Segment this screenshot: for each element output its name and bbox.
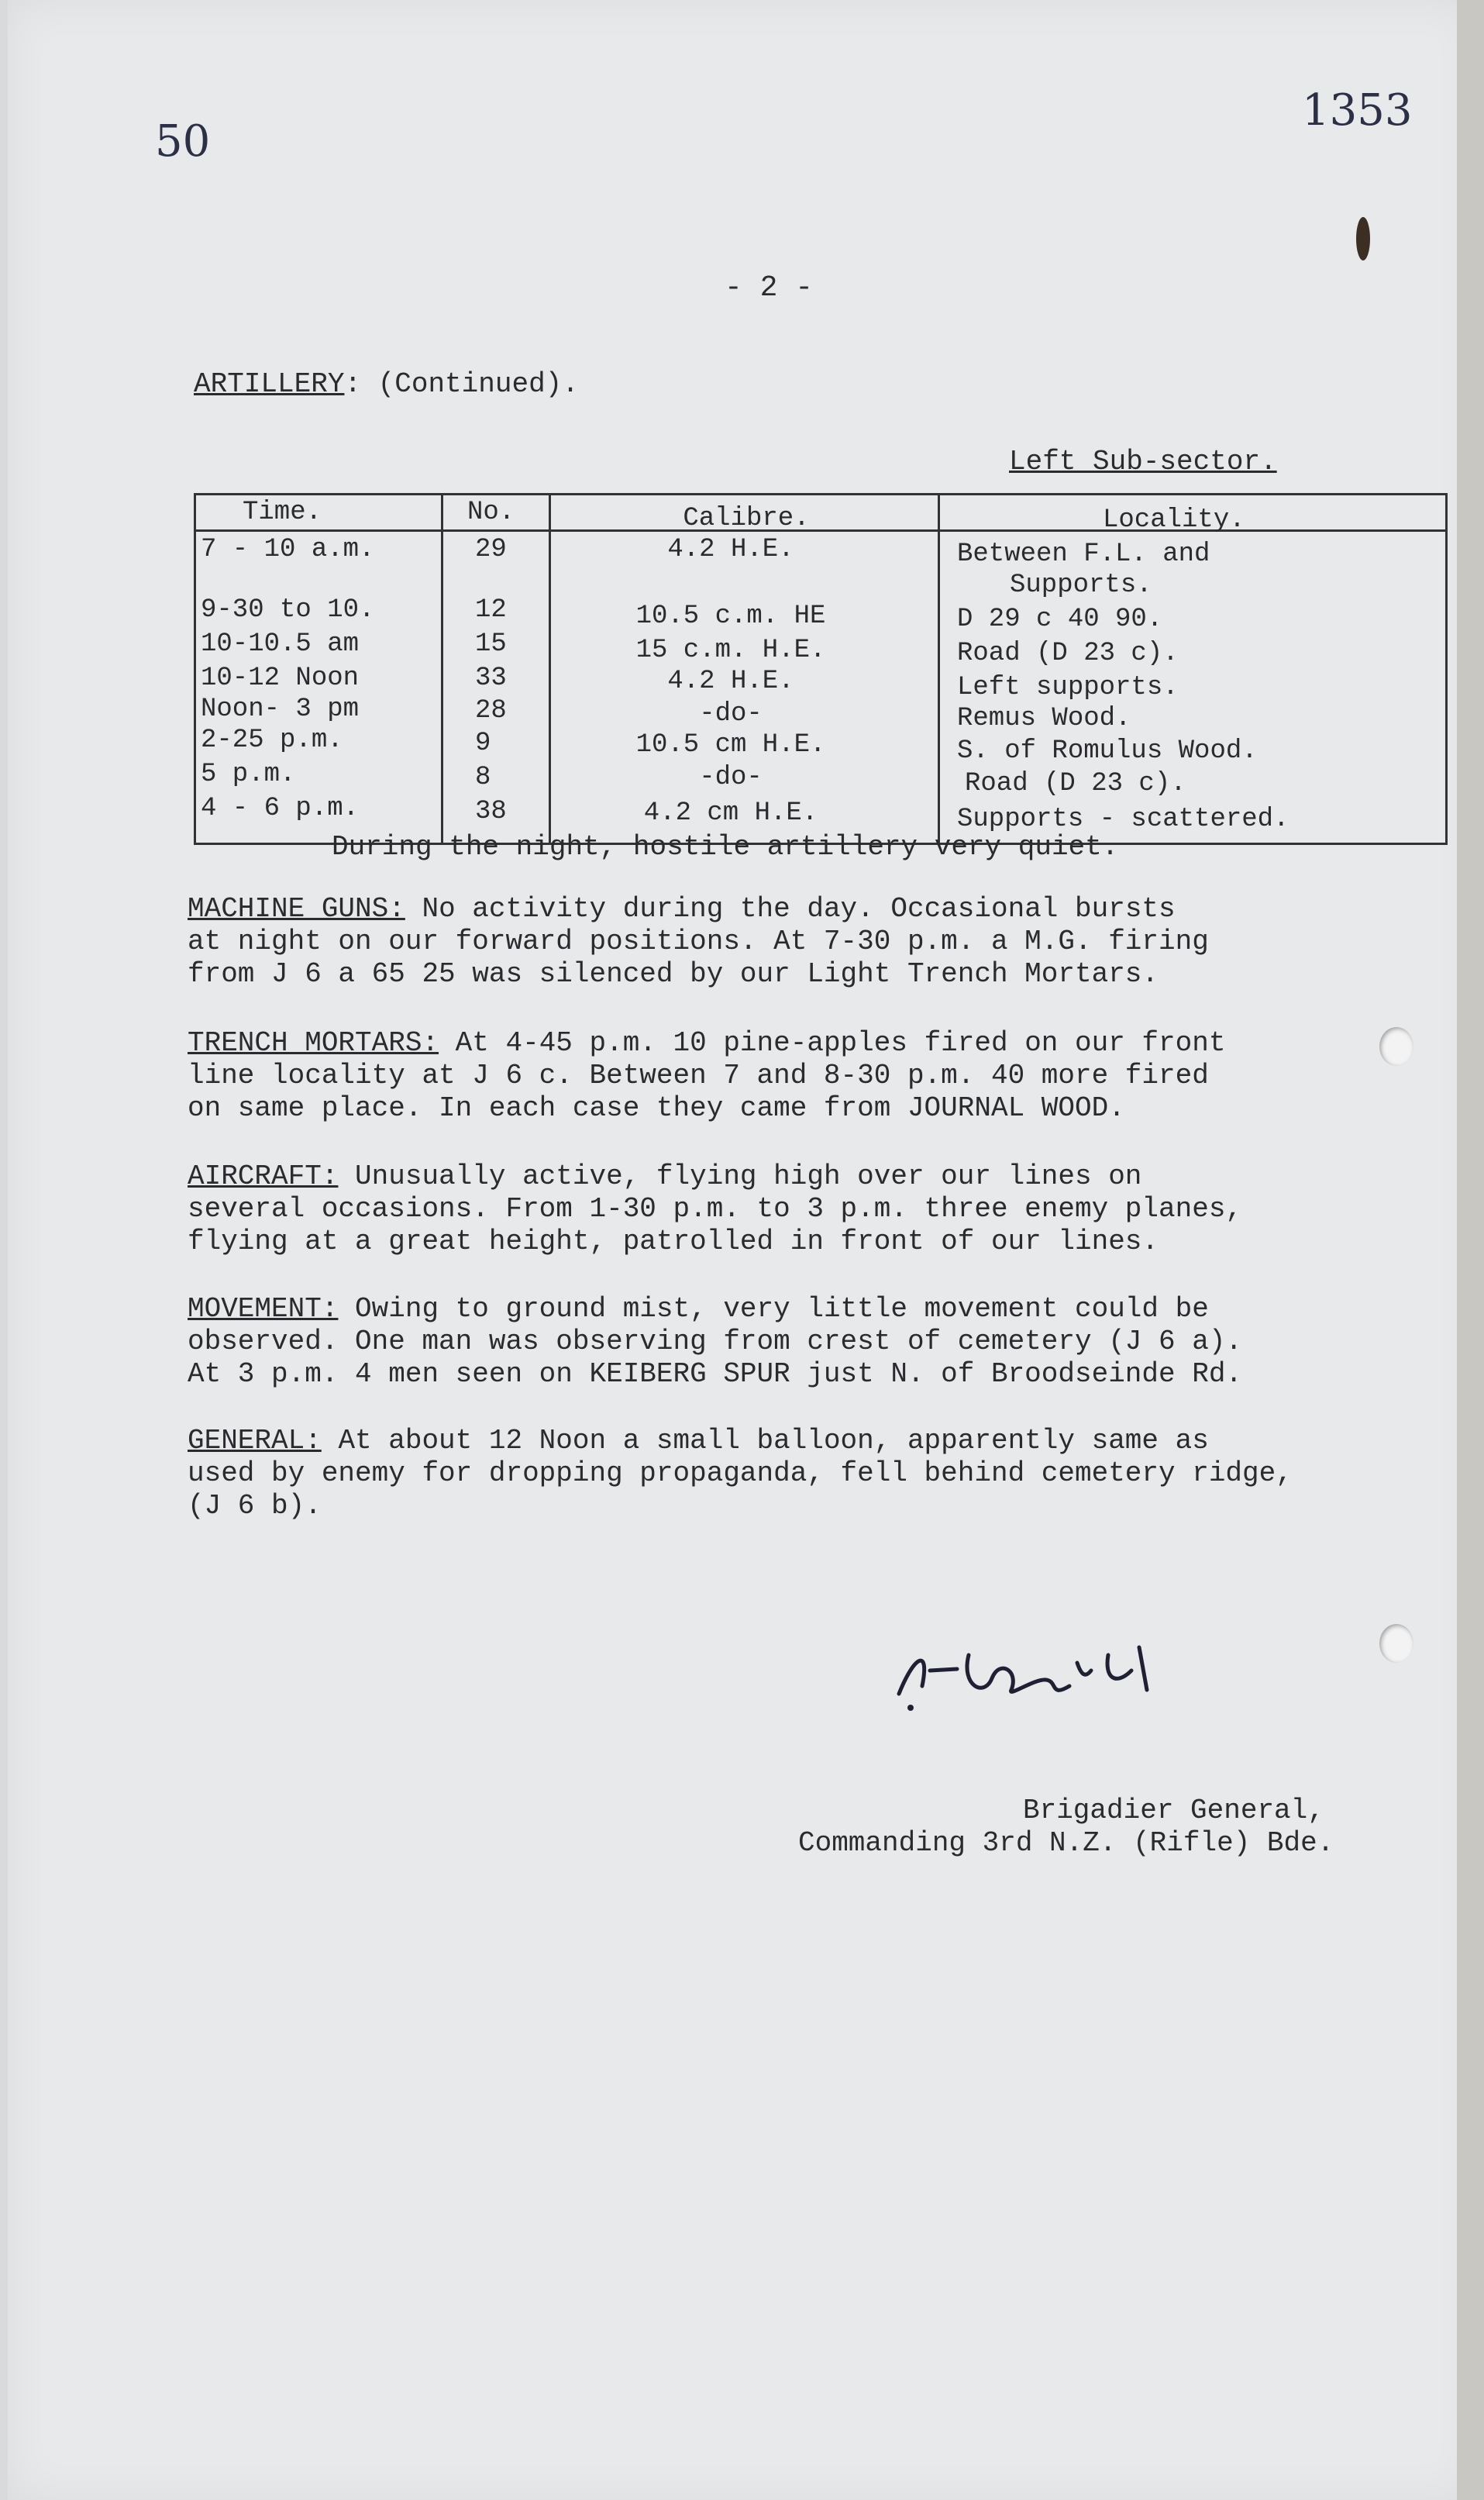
handwritten-signature xyxy=(883,1624,1193,1717)
trench-mortars-text: At 4-45 p.m. 10 pine-apples fired on our front xyxy=(455,1027,1226,1059)
folio-number-right: 1353 xyxy=(1302,85,1413,136)
aircraft-text: Unusually active, flying high over our lines on xyxy=(355,1160,1142,1192)
general-paragraph xyxy=(188,1425,1443,1522)
ink-mark xyxy=(1356,217,1370,260)
movement-text: observed. One man was observing from crest of cemetery (J 6 a). xyxy=(188,1326,1243,1357)
table-cell-calibre: -do- xyxy=(699,763,763,792)
table-cell-no: 38 xyxy=(475,797,507,826)
table-cell-calibre: 15 c.m. H.E. xyxy=(635,636,826,665)
general-text: At about 12 Noon a small balloon, apparently same as xyxy=(338,1425,1209,1457)
table-cell-time: 4 - 6 p.m. xyxy=(201,794,360,823)
machine-guns-text: at night on our forward positions. At 7-30 p.m. a M.G. firing xyxy=(188,926,1209,957)
table-cell-locality-cont: Supports. xyxy=(1010,571,1152,600)
trench-mortars-label: TRENCH MORTARS: xyxy=(188,1027,439,1059)
aircraft-text: flying at a great height, patrolled in front of our lines. xyxy=(188,1226,1159,1257)
section-heading-label: ARTILLERY xyxy=(194,368,345,400)
col-header-time: Time. xyxy=(243,498,322,527)
table-cell-time: 5 p.m. xyxy=(201,760,296,789)
trench-mortars-text: line locality at J 6 c. Between 7 and 8-30 p.m. 40 more fired xyxy=(188,1060,1209,1091)
table-cell-calibre: 4.2 cm H.E. xyxy=(643,798,818,828)
table-cell-calibre: 4.2 H.E. xyxy=(667,535,794,564)
table-cell-no: 29 xyxy=(475,535,507,564)
movement-paragraph xyxy=(188,1293,1443,1391)
table-cell-time: 9-30 to 10. xyxy=(201,595,375,625)
table-cell-locality: Between F.L. and xyxy=(957,540,1210,569)
document-page xyxy=(8,0,1476,2500)
table-cell-locality: Remus Wood. xyxy=(957,704,1131,733)
table-cell-calibre: 10.5 c.m. HE xyxy=(635,602,826,631)
section-heading xyxy=(194,368,579,400)
table-note: During the night, hostile artillery very quiet. xyxy=(332,831,1119,863)
table-cell-locality: D 29 c 40 90. xyxy=(957,605,1163,634)
machine-guns-label: MACHINE GUNS: xyxy=(188,893,405,925)
subsector-title: Left Sub-sector. xyxy=(1009,446,1277,478)
aircraft-text: several occasions. From 1-30 p.m. to 3 p.m. three enemy planes, xyxy=(188,1193,1243,1225)
general-label: GENERAL: xyxy=(188,1425,322,1457)
table-cell-calibre: -do- xyxy=(699,699,763,729)
table-cell-locality: Road (D 23 c). xyxy=(957,639,1179,668)
section-heading-suffix: : (Continued). xyxy=(344,368,579,400)
table-cell-no: 15 xyxy=(475,629,507,659)
trench-mortars-paragraph xyxy=(188,1027,1443,1125)
signatory-command: Commanding 3rd N.Z. (Rifle) Bde. xyxy=(798,1827,1334,1859)
artillery-table xyxy=(194,493,1448,845)
signature-block xyxy=(798,1795,1334,1860)
table-cell-calibre: 10.5 cm H.E. xyxy=(635,730,826,760)
table-cell-no: 28 xyxy=(475,696,507,726)
signatory-rank: Brigadier General, xyxy=(1023,1795,1324,1826)
movement-text: At 3 p.m. 4 men seen on KEIBERG SPUR just N. of Broodseinde Rd. xyxy=(188,1358,1243,1390)
aircraft-label: AIRCRAFT: xyxy=(188,1160,339,1192)
col-header-locality: Locality. xyxy=(1103,505,1245,535)
table-cell-locality: Road (D 23 c). xyxy=(965,769,1186,798)
table-cell-no: 12 xyxy=(475,595,507,625)
punch-hole xyxy=(1379,1624,1413,1663)
general-text: used by enemy for dropping propaganda, fell behind cemetery ridge, xyxy=(188,1457,1293,1489)
machine-guns-text: No activity during the day. Occasional bursts xyxy=(422,893,1176,925)
table-cell-no: 8 xyxy=(475,763,491,792)
page-edge xyxy=(1457,0,1484,2500)
table-cell-locality: Left supports. xyxy=(957,673,1179,702)
movement-label: MOVEMENT: xyxy=(188,1293,339,1325)
col-header-no: No. xyxy=(467,498,515,527)
table-divider xyxy=(938,495,940,843)
machine-guns-paragraph xyxy=(188,893,1443,991)
machine-guns-text: from J 6 a 65 25 was silenced by our Light Trench Mortars. xyxy=(188,958,1159,990)
table-cell-time: Noon- 3 pm xyxy=(201,695,360,724)
movement-text: Owing to ground mist, very little movement could be xyxy=(355,1293,1209,1325)
page-number: - 2 - xyxy=(725,271,814,305)
table-cell-time: 2-25 p.m. xyxy=(201,726,343,755)
aircraft-paragraph xyxy=(188,1160,1443,1258)
table-divider xyxy=(441,495,443,843)
table-cell-locality: Supports - scattered. xyxy=(957,805,1289,834)
table-cell-no: 9 xyxy=(475,729,491,758)
punch-hole xyxy=(1379,1027,1413,1066)
folio-number-left: 50 xyxy=(155,116,211,167)
table-cell-locality: S. of Romulus Wood. xyxy=(957,736,1258,766)
table-cell-calibre: 4.2 H.E. xyxy=(667,667,794,696)
table-cell-time: 7 - 10 a.m. xyxy=(201,535,375,564)
trench-mortars-text: on same place. In each case they came from JOURNAL WOOD. xyxy=(188,1092,1125,1124)
table-cell-time: 10-12 Noon xyxy=(201,664,360,693)
col-header-calibre: Calibre. xyxy=(683,504,810,533)
table-cell-no: 33 xyxy=(475,664,507,693)
table-cell-time: 10-10.5 am xyxy=(201,629,360,659)
general-text: (J 6 b). xyxy=(188,1490,322,1522)
